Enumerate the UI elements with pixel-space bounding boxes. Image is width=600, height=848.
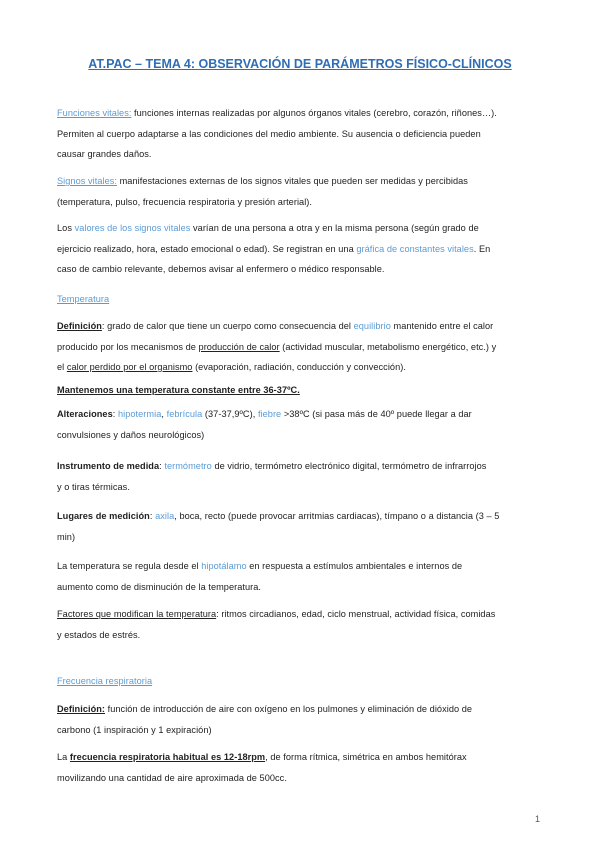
section-heading-link: Signos vitales: (57, 176, 117, 186)
text-line (57, 144, 547, 165)
paragraph (57, 289, 547, 310)
text-span: : ritmos circadianos, edad, ciclo menstrual, actividad física, comidas (216, 609, 496, 619)
text-span: convulsiones y daños neurológicos) (57, 429, 205, 440)
paragraph (57, 747, 547, 788)
text-line (57, 103, 547, 124)
emphasized-text: Factores que modifican la temperatura (57, 609, 217, 619)
text-line (57, 192, 547, 213)
text-span: (37-37,9ºC), (202, 409, 258, 419)
section-heading-link: Frecuencia respiratoria (57, 676, 153, 686)
emphasized-text: valores de los signos vitales (74, 223, 191, 233)
paragraph (57, 404, 547, 445)
paragraph (57, 604, 547, 645)
text-line (57, 357, 547, 378)
text-line (57, 625, 547, 646)
paragraph (57, 380, 547, 401)
text-span: y estados de estrés. (57, 629, 141, 640)
text-line (57, 577, 547, 598)
emphasized-text: frecuencia respiratoria habitual es 12-18rpm (69, 752, 266, 762)
text-span: el (57, 362, 67, 372)
text-span: función de introducción de aire con oxígeno en los pulmones y eliminación de dióxido de (105, 704, 473, 714)
text-span: >38ºC (si pasa más de 40º puede llegar a dar (281, 409, 472, 419)
paragraph (57, 556, 547, 597)
paragraph (57, 218, 547, 280)
text-line (57, 218, 547, 239)
text-span: (actividad muscular, metabolismo energético, etc.) y (279, 341, 497, 352)
section-heading-link: Funciones vitales: (57, 108, 132, 118)
text-span: Permiten al cuerpo adaptarse a las condiciones del medio ambiente. Su ausencia o deficiencia pueden (57, 128, 481, 139)
text-span: , (161, 409, 167, 419)
text-line (57, 456, 547, 477)
text-span: La temperatura se regula desde el (57, 561, 202, 571)
text-line (57, 171, 547, 192)
text-line (57, 316, 547, 337)
emphasized-text: Instrumento de medida (57, 461, 160, 471)
text-line (57, 747, 547, 768)
text-line (57, 404, 547, 425)
emphasized-text: fiebre (257, 409, 282, 419)
text-line (57, 380, 547, 401)
text-span: mantenido entre el calor (390, 321, 494, 331)
text-line (57, 720, 547, 741)
text-line (57, 506, 547, 527)
text-line (57, 556, 547, 577)
text-span: carbono (1 inspiración y 1 expiración) (57, 724, 212, 735)
emphasized-text: Lugares de medición (57, 511, 150, 521)
text-span: y o tiras térmicas. (57, 481, 130, 492)
emphasized-text: Alteraciones (57, 409, 113, 419)
emphasized-text: termómetro (164, 461, 212, 471)
text-span: movilizando una cantidad de aire aproximada de 500cc. (57, 772, 287, 783)
emphasized-text: Definición (57, 321, 102, 331)
text-span: : (112, 409, 118, 419)
text-span: min) (57, 531, 76, 542)
emphasized-text: gráfica de constantes vitales (356, 243, 474, 254)
paragraph (57, 671, 547, 692)
text-span: producido por los mecanismos de (57, 341, 199, 352)
text-line (57, 477, 547, 498)
text-line (57, 289, 547, 310)
paragraph (57, 506, 547, 547)
text-line (57, 425, 547, 446)
text-span: : (159, 461, 165, 471)
text-line (57, 671, 547, 692)
text-span: (temperatura, pulso, frecuencia respiratoria y presión arterial). (57, 196, 312, 207)
text-span: caso de cambio relevante, debemos avisar al enfermero o médico responsable. (57, 264, 385, 274)
paragraph (57, 456, 547, 497)
text-span: de vidrio, termómetro electrónico digital, termómetro de infrarrojos (211, 461, 487, 471)
page-number: 1 (535, 814, 541, 824)
text-span: causar grandes daños. (57, 149, 152, 159)
text-span: manifestaciones externas de los signos vitales que pueden ser medidas y percibidas (117, 176, 468, 186)
text-line (57, 604, 547, 625)
text-line (57, 124, 547, 145)
text-span: funciones internas realizadas por algunos órganos vitales (cerebro, corazón, riñones…). (131, 108, 497, 118)
page-title: AT.PAC – TEMA 4: OBSERVACIÓN DE PARÁMETROS FÍSICO-CLÍNICOS (88, 57, 512, 71)
text-line (57, 337, 547, 358)
text-span: , de forma rítmica, simétrica en ambos hemitórax (265, 752, 467, 762)
text-span: varían de una persona a otra y en la misma persona (según grado de (190, 223, 479, 233)
text-span: aumento como de disminución de la temperatura. (57, 581, 262, 592)
text-span: Los (57, 223, 75, 233)
emphasized-text: producción de calor (198, 341, 280, 352)
paragraph (57, 316, 547, 378)
text-span: La (57, 752, 70, 762)
paragraph (57, 171, 547, 212)
text-span: , boca, recto (puede provocar arritmias cardiacas), tímpano o a distancia (3 – 5 (174, 511, 500, 521)
emphasized-text: axila (155, 511, 175, 521)
text-line (57, 239, 547, 260)
paragraph (57, 699, 547, 740)
emphasized-text: Mantenemos una temperatura constante entre 36-37ºC. (57, 385, 300, 395)
emphasized-text: equilibrio (353, 321, 391, 331)
text-span: : grado de calor que tiene un cuerpo como consecuencia del (101, 321, 354, 331)
emphasized-text: hipotálamo (201, 561, 247, 571)
text-line (57, 768, 547, 789)
text-span: (evaporación, radiación, conducción y convección). (192, 362, 406, 372)
emphasized-text: hipotermia (117, 409, 162, 419)
text-span: ejercicio realizado, hora, estado emocional o edad). Se registran en una (57, 243, 357, 254)
emphasized-text: febrícula (166, 409, 203, 419)
emphasized-text: calor perdido por el organismo (66, 362, 193, 372)
section-heading-link: Temperatura (57, 294, 110, 304)
text-span: : (149, 511, 156, 521)
text-span: . En (473, 243, 491, 254)
paragraph (57, 103, 547, 165)
text-line (57, 699, 547, 720)
text-span: en respuesta a estímulos ambientales e internos de (246, 561, 463, 571)
text-line (57, 527, 547, 548)
emphasized-text: Definición: (57, 704, 106, 714)
text-line (57, 259, 547, 280)
